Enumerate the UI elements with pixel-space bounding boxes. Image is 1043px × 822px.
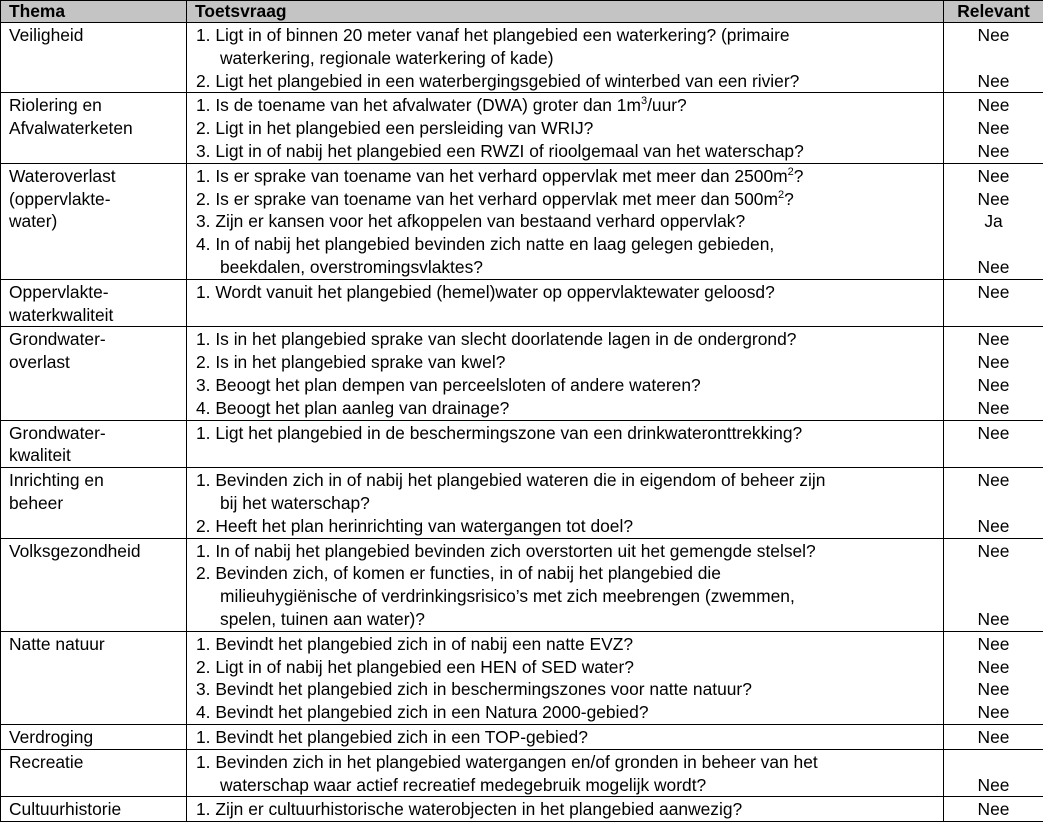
relevant-value	[944, 562, 1043, 585]
question-line	[196, 256, 939, 279]
question-line	[196, 701, 939, 724]
question-line	[196, 281, 939, 304]
thema-label: Grondwater-	[9, 422, 186, 445]
toetsvraag-cell	[187, 93, 944, 163]
relevant-value: Nee	[944, 422, 1043, 445]
question-text: spelen, tuinen aan water)?	[220, 609, 425, 629]
relevant-value: Nee	[944, 281, 1043, 304]
question-text: 1. In of nabij het plangebied bevinden zich overstorten uit het gemengde stelsel?	[196, 541, 816, 561]
question-line	[196, 585, 939, 608]
toetsvraag-cell	[187, 279, 944, 327]
question-line	[196, 328, 939, 351]
question-line	[196, 210, 939, 233]
relevant-value: Nee	[944, 140, 1043, 163]
thema-label: Recreatie	[9, 751, 186, 774]
question-line	[196, 751, 939, 774]
question-text: 2. Ligt in of nabij het plangebied een HEN of SED water?	[196, 657, 634, 677]
relevant-value	[944, 47, 1043, 70]
unit-superscript: 3	[641, 95, 647, 107]
thema-label: kwaliteit	[9, 444, 186, 467]
toetsvraag-cell	[187, 163, 944, 279]
thema-label: water)	[9, 210, 186, 233]
question-text: 1. Bevindt het plangebied zich in of nabij een natte EVZ?	[196, 634, 633, 654]
question-line	[196, 397, 939, 420]
relevant-value	[944, 585, 1043, 608]
question-line	[196, 374, 939, 397]
question-line	[196, 515, 939, 538]
question-line	[196, 188, 939, 211]
table-row	[1, 279, 1043, 327]
relevant-cell	[944, 93, 1043, 163]
question-text: 1. Ligt in of binnen 20 meter vanaf het plangebied een waterkering? (primaire	[196, 25, 790, 45]
relevant-cell	[944, 724, 1043, 749]
question-text: 2. Is in het plangebied sprake van kwel?	[196, 352, 505, 372]
thema-cell	[1, 420, 187, 468]
question-line	[196, 24, 939, 47]
question-line	[196, 633, 939, 656]
relevant-cell	[944, 420, 1043, 468]
thema-label: Cultuurhistorie	[9, 798, 186, 821]
question-text: 1. Wordt vanuit het plangebied (hemel)water op oppervlaktewater geloosd?	[196, 282, 775, 302]
question-line	[196, 351, 939, 374]
toetsvraag-cell	[187, 538, 944, 631]
table-row	[1, 93, 1043, 163]
question-line	[196, 678, 939, 701]
question-line	[196, 233, 939, 256]
table-row	[1, 327, 1043, 420]
question-text: 1. Bevinden zich in of nabij het plangebied wateren die in eigendom of beheer zijn	[196, 470, 825, 490]
question-line	[196, 165, 939, 188]
thema-label: Grondwater-	[9, 328, 186, 351]
relevant-cell	[944, 538, 1043, 631]
question-text: waterkering, regionale waterkering of kade)	[220, 48, 554, 68]
relevant-value	[944, 304, 1043, 327]
relevant-cell	[944, 468, 1043, 538]
unit-superscript: 2	[788, 166, 794, 178]
relevant-cell	[944, 279, 1043, 327]
thema-label: Veiligheid	[9, 24, 186, 47]
question-text: 1. Ligt het plangebied in de beschermingszone van een drinkwateronttrekking?	[196, 423, 802, 443]
thema-label: Verdroging	[9, 726, 186, 749]
thema-cell	[1, 631, 187, 724]
relevant-value: Nee	[944, 678, 1043, 701]
question-line	[196, 774, 939, 797]
thema-cell	[1, 538, 187, 631]
question-text: 3. Bevindt het plangebied zich in beschermingszones voor natte natuur?	[196, 679, 752, 699]
relevant-cell	[944, 327, 1043, 420]
question-text-suffix: /uur?	[647, 95, 687, 115]
question-text: 3. Beoogt het plan dempen van perceelsloten of andere wateren?	[196, 375, 701, 395]
question-text: 4. Beoogt het plan aanleg van drainage?	[196, 398, 509, 418]
table-row	[1, 631, 1043, 724]
question-line	[196, 47, 939, 70]
question-text: 1. Bevindt het plangebied zich in een TOP-gebied?	[196, 727, 588, 747]
thema-label: beheer	[9, 492, 186, 515]
table-row	[1, 749, 1043, 797]
question-line	[196, 304, 939, 327]
relevant-value: Nee	[944, 798, 1043, 821]
table-row	[1, 538, 1043, 631]
question-line	[196, 422, 939, 445]
thema-label: Natte natuur	[9, 633, 186, 656]
relevant-value: Nee	[944, 24, 1043, 47]
relevant-value: Nee	[944, 165, 1043, 188]
relevant-cell	[944, 23, 1043, 93]
toetsvraag-cell	[187, 631, 944, 724]
question-text-suffix: ?	[784, 189, 794, 209]
question-line	[196, 444, 939, 467]
relevant-cell	[944, 631, 1043, 724]
toetsvraag-cell	[187, 327, 944, 420]
relevant-value: Nee	[944, 515, 1043, 538]
thema-label: Afvalwaterketen	[9, 117, 186, 140]
toetsvraag-cell	[187, 749, 944, 797]
relevant-value: Nee	[944, 188, 1043, 211]
thema-cell	[1, 23, 187, 93]
relevant-value: Nee	[944, 701, 1043, 724]
thema-cell	[1, 724, 187, 749]
relevant-value: Nee	[944, 351, 1043, 374]
relevant-value: Nee	[944, 633, 1043, 656]
question-line	[196, 94, 939, 117]
question-text: 4. Bevindt het plangebied zich in een Natura 2000-gebied?	[196, 702, 649, 722]
relevant-value: Nee	[944, 374, 1043, 397]
relevant-value: Ja	[944, 210, 1043, 233]
header-toetsvraag: Toetsvraag	[187, 1, 944, 23]
table-row	[1, 23, 1043, 93]
question-line	[196, 656, 939, 679]
thema-cell	[1, 279, 187, 327]
question-line	[196, 70, 939, 93]
thema-label: (oppervlakte-	[9, 188, 186, 211]
question-line	[196, 562, 939, 585]
question-line	[196, 608, 939, 631]
question-line	[196, 540, 939, 563]
question-line	[196, 726, 939, 749]
thema-label: Volksgezondheid	[9, 540, 186, 563]
thema-label: Wateroverlast	[9, 165, 186, 188]
thema-label: Oppervlakte-	[9, 281, 186, 304]
question-text: 3. Zijn er kansen voor het afkoppelen van bestaand verhard oppervlak?	[196, 211, 745, 231]
relevant-value: Nee	[944, 256, 1043, 279]
thema-label: overlast	[9, 351, 186, 374]
question-text: beekdalen, overstromingsvlaktes?	[220, 257, 483, 277]
relevant-value	[944, 233, 1043, 256]
question-line	[196, 492, 939, 515]
question-text: 1. Is er sprake van toename van het verhard oppervlak met meer dan 2500m	[196, 166, 788, 186]
thema-label: Inrichting en	[9, 469, 186, 492]
relevant-value: Nee	[944, 117, 1043, 140]
header-thema: Thema	[1, 1, 187, 23]
question-text: 2. Bevinden zich, of komen er functies, in of nabij het plangebied die	[196, 563, 721, 583]
header-relevant: Relevant	[944, 1, 1043, 23]
question-text: 1. Zijn er cultuurhistorische waterobjecten in het plangebied aanwezig?	[196, 799, 742, 819]
thema-cell	[1, 468, 187, 538]
table-row	[1, 724, 1043, 749]
question-line	[196, 117, 939, 140]
relevant-value: Nee	[944, 70, 1043, 93]
relevant-value	[944, 444, 1043, 467]
question-text: milieuhygiënische of verdrinkingsrisico’s met zich meebrengen (zwemmen,	[220, 586, 795, 606]
question-text: 2. Ligt het plangebied in een waterbergingsgebied of winterbed van een rivier?	[196, 71, 799, 91]
thema-cell	[1, 749, 187, 797]
thema-cell	[1, 163, 187, 279]
thema-cell	[1, 327, 187, 420]
toetsvraag-cell	[187, 420, 944, 468]
header-row	[1, 1, 1043, 23]
relevant-value: Nee	[944, 608, 1043, 631]
table-row	[1, 163, 1043, 279]
table-row	[1, 420, 1043, 468]
relevant-value: Nee	[944, 774, 1043, 797]
relevant-value: Nee	[944, 94, 1043, 117]
question-text-suffix: ?	[794, 166, 804, 186]
relevant-value: Nee	[944, 328, 1043, 351]
question-text: 1. Is de toename van het afvalwater (DWA) groter dan 1m	[196, 95, 641, 115]
question-text: waterschap waar actief recreatief medegebruik mogelijk wordt?	[220, 775, 706, 795]
relevant-cell	[944, 749, 1043, 797]
question-text: 2. Is er sprake van toename van het verhard oppervlak met meer dan 500m	[196, 189, 778, 209]
thema-cell	[1, 93, 187, 163]
question-line	[196, 469, 939, 492]
question-text: 2. Ligt in het plangebied een persleiding van WRIJ?	[196, 118, 593, 138]
question-text: 1. Bevinden zich in het plangebied watergangen en/of gronden in beheer van het	[196, 752, 818, 772]
question-text: 3. Ligt in of nabij het plangebied een RWZI of rioolgemaal van het waterschap?	[196, 141, 804, 161]
relevant-value: Nee	[944, 469, 1043, 492]
relevant-value	[944, 751, 1043, 774]
question-text: 1. Is in het plangebied sprake van slecht doorlatende lagen in de ondergrond?	[196, 329, 796, 349]
thema-label: Riolering en	[9, 94, 186, 117]
question-line	[196, 798, 939, 821]
relevant-value: Nee	[944, 397, 1043, 420]
toetsvraag-cell	[187, 724, 944, 749]
relevant-cell	[944, 163, 1043, 279]
relevant-value	[944, 492, 1043, 515]
question-text: bij het waterschap?	[220, 493, 370, 513]
thema-label: waterkwaliteit	[9, 304, 186, 327]
table-body	[1, 23, 1043, 822]
toetsvraag-cell	[187, 23, 944, 93]
relevant-value: Nee	[944, 726, 1043, 749]
table-row	[1, 468, 1043, 538]
toetsvraag-cell	[187, 468, 944, 538]
relevant-value: Nee	[944, 540, 1043, 563]
relevant-value: Nee	[944, 656, 1043, 679]
unit-superscript: 2	[778, 189, 784, 201]
question-text: 4. In of nabij het plangebied bevinden zich natte en laag gelegen gebieden,	[196, 234, 774, 254]
question-line	[196, 140, 939, 163]
question-text: 2. Heeft het plan herinrichting van watergangen tot doel?	[196, 516, 633, 536]
